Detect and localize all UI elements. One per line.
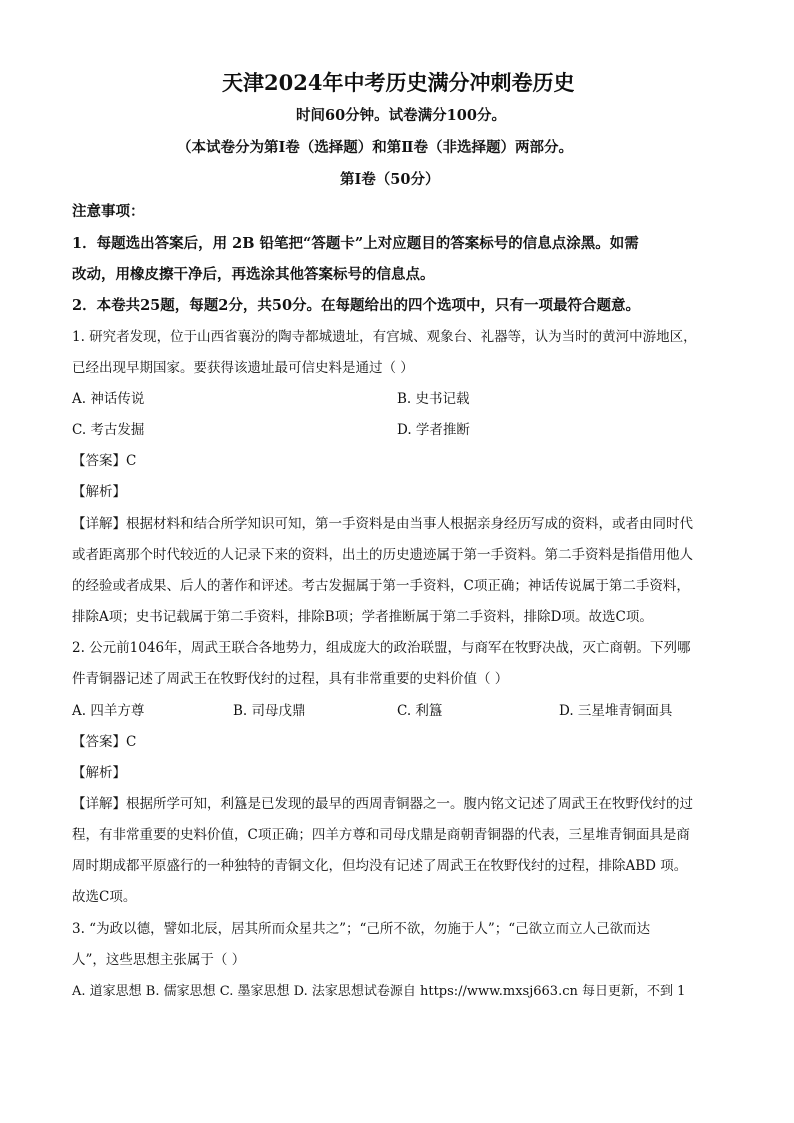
- q1-option-d: D. 学者推断: [397, 422, 470, 438]
- q2-detail-line-3: 周时期成都平原盛行的一种独特的青铜文化，但均没有记述了周武王在牧野伐纣的过程，排除ABD 项。: [72, 858, 688, 874]
- q1-detail-line-2: 或者距离那个时代较近的人记录下来的资料，出土的历史遗迹属于第一手资料。第二手资料是指借用他人: [72, 547, 693, 563]
- parts-note: （本试卷分为第Ⅰ卷（选择题）和第Ⅱ卷（非选择题）两部分。: [177, 139, 574, 156]
- notes-heading: 注意事项：: [72, 203, 145, 220]
- q1-stem-line-2: 已经出现早期国家。要获得该遗址最可信史料是通过（ ）: [72, 360, 414, 376]
- q1-detail-line-1: 【详解】根据材料和结合所学知识可知，第一手资料是由当事人根据亲身经历写成的资料，或者由同时代: [72, 516, 693, 532]
- q1-detail-line-3: 的经验或者成果、后人的著作和评述。考古发掘属于第一手资料，C项正确；神话传说属于第二手资料，: [72, 578, 690, 594]
- q1-answer: 【答案】C: [72, 453, 137, 469]
- q2-detail-line-1: 【详解】根据所学可知，利簋是已发现的最早的西周青铜器之一。腹内铭文记述了周武王在牧野伐纣的过: [72, 796, 693, 812]
- q2-option-b: B. 司母戊鼎: [233, 703, 306, 719]
- notes-item-1-line-1: 1．每题选出答案后，用 2B 铅笔把“答题卡”上对应题目的答案标号的信息点涂黑。如需: [72, 235, 639, 252]
- page-title: 天津2024年中考历史满分冲刺卷历史: [222, 70, 575, 95]
- q2-option-d: D. 三星堆青铜面具: [559, 703, 673, 719]
- q1-option-c: C. 考古发掘: [72, 422, 145, 438]
- q2-option-c: C. 利簋: [397, 703, 443, 719]
- q2-detail-line-4: 故选C项。: [72, 889, 137, 905]
- q3-options-line: A. 道家思想 B. 儒家思想 C. 墨家思想 D. 法家思想试卷源自 https://www.mxsj663.cn 每日更新，不到 1: [72, 984, 686, 999]
- q1-stem-line-1: 1. 研究者发现，位于山西省襄汾的陶寺都城遗址，有宫城、观象台、礼器等，认为当时的黄河中游地区，: [72, 329, 697, 345]
- q2-analysis-label: 【解析】: [72, 765, 126, 781]
- time-note: 时间60分钟。试卷满分100分。: [296, 107, 506, 124]
- q1-option-a: A. 神话传说: [72, 391, 145, 407]
- q2-detail-line-2: 程，有非常重要的史料价值，C项正确；四羊方尊和司母戊鼎是商朝青铜器的代表，三星堆青铜面具是商: [72, 827, 690, 843]
- q3-stem-line-2: 人”，这些思想主张属于（ ）: [72, 952, 246, 968]
- q2-option-a: A. 四羊方尊: [72, 703, 145, 719]
- section-title: 第Ⅰ卷（50分）: [340, 171, 440, 188]
- q1-detail-line-4: 排除A项；史书记载属于第二手资料，排除B项；学者推断属于第二手资料，排除D项。故选C项。: [72, 609, 653, 625]
- q1-option-b: B. 史书记载: [397, 391, 470, 407]
- q2-stem-line-2: 件青铜器记述了周武王在牧野伐纣的过程，具有非常重要的史料价值（ ）: [72, 671, 509, 687]
- q2-stem-line-1: 2. 公元前1046年，周武王联合各地势力，组成庞大的政治联盟，与商军在牧野决战，灭亡商朝。下列哪: [72, 640, 691, 656]
- q3-stem-line-1: 3. “为政以德，譬如北辰，居其所而众星共之”；“己所不欲，勿施于人”；“己欲立而立人己欲而达: [72, 921, 651, 937]
- q2-answer: 【答案】C: [72, 734, 137, 750]
- q1-analysis-label: 【解析】: [72, 484, 126, 500]
- notes-item-1-line-2: 改动，用橡皮擦干净后，再选涂其他答案标号的信息点。: [72, 266, 435, 283]
- notes-item-2: 2．本卷共25题，每题2分，共50分。在每题给出的四个选项中，只有一项最符合题意。: [72, 297, 641, 314]
